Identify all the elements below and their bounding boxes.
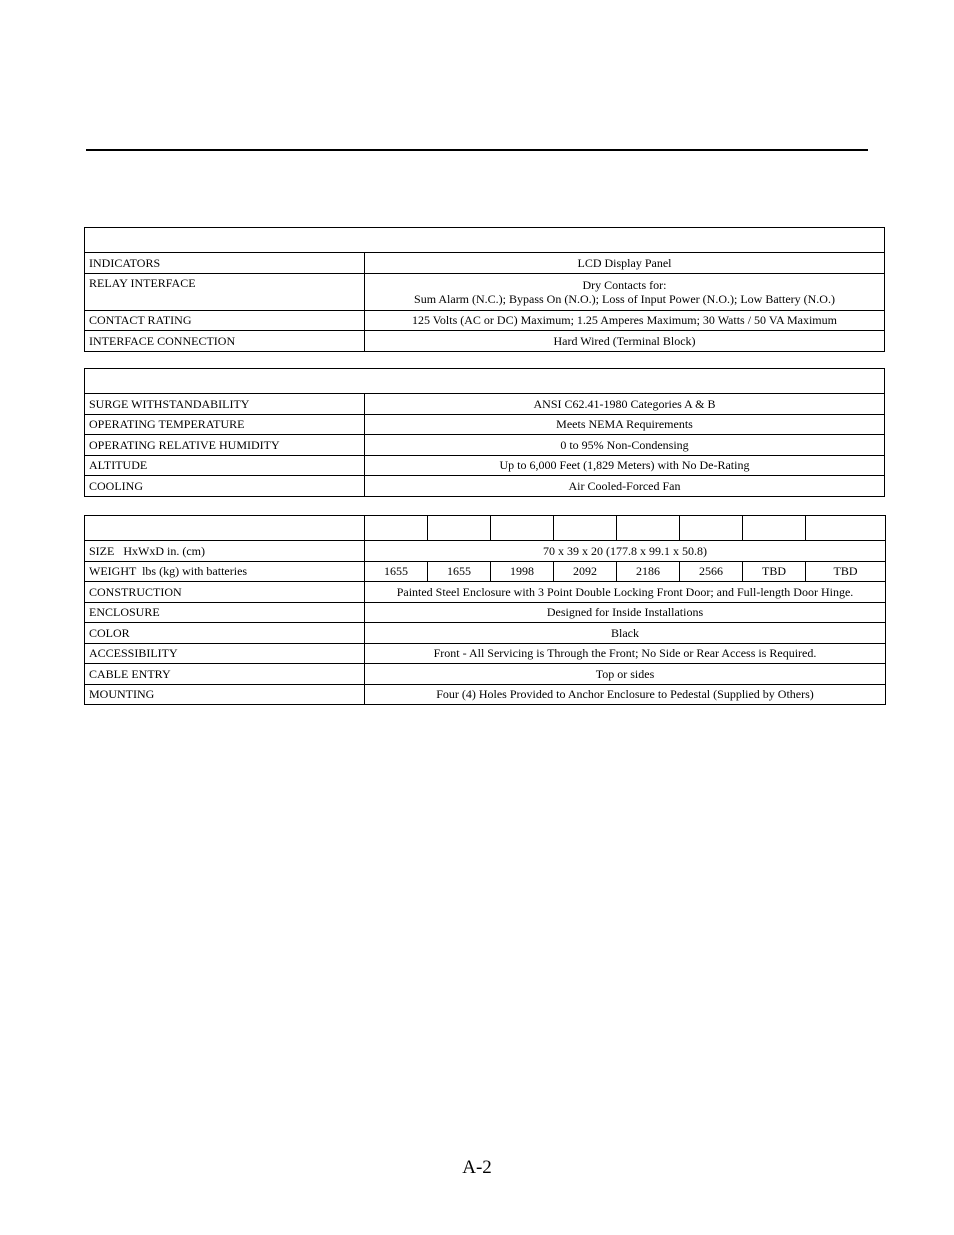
row-label: WEIGHT lbs (kg) with batteries (85, 561, 365, 582)
table-row (85, 273, 885, 310)
row-value: 0 to 95% Non-Condensing (365, 435, 885, 456)
row-label: CONSTRUCTION (85, 582, 365, 603)
model-header (617, 516, 680, 541)
weight-value: 2186 (617, 561, 680, 582)
table-row (85, 561, 886, 582)
row-value: Air Cooled-Forced Fan (365, 476, 885, 497)
row-label: ENCLOSURE (85, 602, 365, 623)
table-row (85, 664, 886, 685)
model-header (365, 516, 428, 541)
weight-value: 1998 (491, 561, 554, 582)
table-header-row (85, 228, 885, 253)
row-label: COOLING (85, 476, 365, 497)
row-label: ACCESSIBILITY (85, 643, 365, 664)
model-header (554, 516, 617, 541)
weight-value: TBD (806, 561, 886, 582)
row-label: RELAY INTERFACE (85, 273, 365, 310)
table-row (85, 623, 886, 644)
table-header (85, 369, 885, 394)
row-value: Four (4) Holes Provided to Anchor Enclosure to Pedestal (Supplied by Others) (365, 684, 886, 705)
row-label: COLOR (85, 623, 365, 644)
weight-value: TBD (743, 561, 806, 582)
weight-value: 2092 (554, 561, 617, 582)
top-rule (86, 149, 868, 151)
table-row (85, 310, 885, 331)
environmental-spec-table (84, 368, 885, 497)
table-row (85, 435, 885, 456)
row-value: Meets NEMA Requirements (365, 414, 885, 435)
interface-spec-table (84, 227, 885, 352)
row-value: LCD Display Panel (365, 253, 885, 274)
row-value: 70 x 39 x 20 (177.8 x 99.1 x 50.8) (365, 541, 886, 562)
model-header (806, 516, 886, 541)
row-value: Up to 6,000 Feet (1,829 Meters) with No De-Rating (365, 455, 885, 476)
table-row (85, 253, 885, 274)
table-row (85, 602, 886, 623)
row-label: OPERATING TEMPERATURE (85, 414, 365, 435)
row-label: INTERFACE CONNECTION (85, 331, 365, 352)
table-row (85, 582, 886, 603)
table-row (85, 541, 886, 562)
row-value: Front - All Servicing is Through the Front; No Side or Rear Access is Required. (365, 643, 886, 664)
table-row (85, 643, 886, 664)
table-header-row (85, 369, 885, 394)
table-row (85, 684, 886, 705)
model-header (428, 516, 491, 541)
table-row (85, 394, 885, 415)
table-row (85, 455, 885, 476)
row-value: Hard Wired (Terminal Block) (365, 331, 885, 352)
model-header (680, 516, 743, 541)
row-label: INDICATORS (85, 253, 365, 274)
row-value (365, 273, 885, 310)
model-header (743, 516, 806, 541)
row-value-line: Dry Contacts for: (582, 277, 667, 292)
row-label: CONTACT RATING (85, 310, 365, 331)
table-header-row (85, 516, 886, 541)
physical-spec-table (84, 515, 886, 705)
table-header (85, 516, 365, 541)
page-number: A-2 (462, 1157, 492, 1178)
row-value: Designed for Inside Installations (365, 602, 886, 623)
model-header (491, 516, 554, 541)
row-value: ANSI C62.41-1980 Categories A & B (365, 394, 885, 415)
row-label: SURGE WITHSTANDABILITY (85, 394, 365, 415)
weight-value: 1655 (428, 561, 491, 582)
row-label: SIZE HxWxD in. (cm) (85, 541, 365, 562)
row-label: OPERATING RELATIVE HUMIDITY (85, 435, 365, 456)
row-label: ALTITUDE (85, 455, 365, 476)
row-value-line: Sum Alarm (N.C.); Bypass On (N.O.); Loss of Input Power (N.O.); Low Battery (N.O.) (414, 291, 835, 306)
table-header (85, 228, 885, 253)
row-value: Painted Steel Enclosure with 3 Point Double Locking Front Door; and Full-length Door Hinge. (365, 582, 886, 603)
table-row (85, 476, 885, 497)
row-value: 125 Volts (AC or DC) Maximum; 1.25 Amperes Maximum; 30 Watts / 50 VA Maximum (365, 310, 885, 331)
row-label: CABLE ENTRY (85, 664, 365, 685)
table-row (85, 331, 885, 352)
row-label: MOUNTING (85, 684, 365, 705)
weight-value: 2566 (680, 561, 743, 582)
table-row (85, 414, 885, 435)
weight-value: 1655 (365, 561, 428, 582)
row-value: Top or sides (365, 664, 886, 685)
row-value: Black (365, 623, 886, 644)
